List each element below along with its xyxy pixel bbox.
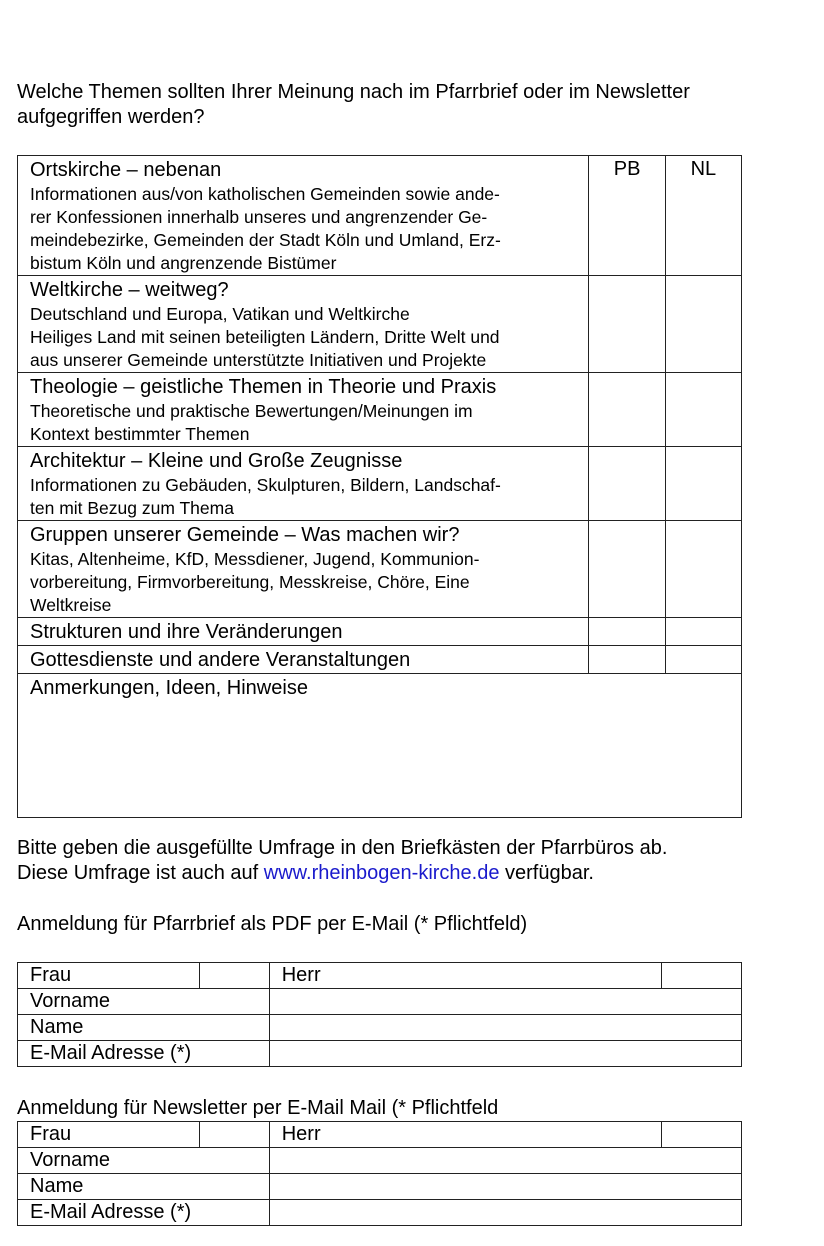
topic-row: [18, 521, 742, 618]
email-field[interactable]: [269, 1200, 741, 1226]
topic-title: Gruppen unserer Gemeinde – Was machen wir?: [30, 524, 460, 546]
availability-after: verfügbar.: [499, 862, 594, 884]
column-header-pb: PB: [589, 156, 665, 276]
name-field[interactable]: [269, 1174, 741, 1200]
name-label: Name: [18, 1015, 270, 1041]
nl-check-cell[interactable]: [665, 373, 741, 447]
herr-label: Herr: [269, 1122, 661, 1148]
return-instruction: Bitte geben die ausgefüllte Umfrage in den Briefkästen der Pfarrbüros ab.: [17, 837, 668, 859]
topic-description-line: Heiliges Land mit seinen beteiligten Ländern, Dritte Welt und: [30, 327, 500, 347]
topic-cell: [18, 646, 589, 674]
pb-check-cell[interactable]: [589, 276, 665, 373]
name-label: Name: [18, 1174, 270, 1200]
pb-check-cell[interactable]: [589, 447, 665, 521]
topic-cell: [18, 447, 589, 521]
nl-check-cell[interactable]: [665, 618, 741, 646]
topics-table: [17, 155, 742, 818]
topic-description-line: ten mit Bezug zum Thema: [30, 498, 234, 518]
topic-title: Architektur – Kleine und Große Zeugnisse: [30, 450, 403, 472]
pdf-signup-form: [17, 962, 742, 1067]
topic-row: [18, 618, 742, 646]
topic-cell: [18, 618, 589, 646]
email-label: E-Mail Adresse (*): [18, 1041, 270, 1067]
topic-row: [18, 646, 742, 674]
topic-title: Ortskirche – nebenan: [30, 159, 222, 181]
topic-row: [18, 156, 742, 276]
notes-label: Anmerkungen, Ideen, Hinweise: [30, 677, 308, 699]
topic-description-line: meindebezirke, Gemeinden der Stadt Köln und Umland, Erz-: [30, 230, 501, 250]
topic-description-line: vorbereitung, Firmvorbereitung, Messkreise, Chöre, Eine: [30, 572, 470, 592]
topic-cell: [18, 373, 589, 447]
topic-description-line: Weltkreise: [30, 595, 112, 615]
name-field[interactable]: [269, 1015, 741, 1041]
topic-title: Weltkirche – weitweg?: [30, 279, 229, 301]
topic-description-line: Theoretische und praktische Bewertungen/Meinungen im: [30, 401, 473, 421]
topic-description-line: Kontext bestimmter Themen: [30, 424, 250, 444]
frau-label: Frau: [18, 1122, 200, 1148]
topic-description-line: rer Konfessionen innerhalb unseres und angrenzender Ge-: [30, 207, 488, 227]
herr-label: Herr: [269, 963, 661, 989]
newsletter-signup-form: [17, 1121, 742, 1226]
vorname-field[interactable]: [269, 1148, 741, 1174]
topic-title: Strukturen und ihre Veränderungen: [30, 621, 343, 643]
herr-checkbox-cell[interactable]: [662, 963, 742, 989]
nl-check-cell[interactable]: [665, 646, 741, 674]
topic-description-line: bistum Köln und angrenzende Bistümer: [30, 253, 337, 273]
website-link[interactable]: www.rheinbogen-kirche.de: [263, 862, 500, 884]
nl-check-cell[interactable]: [665, 447, 741, 521]
topic-title: Theologie – geistliche Themen in Theorie und Praxis: [30, 376, 497, 398]
availability-note: [17, 861, 594, 886]
topic-row: [18, 447, 742, 521]
nl-check-cell[interactable]: [665, 521, 741, 618]
pb-check-cell[interactable]: [589, 521, 665, 618]
topic-row: [18, 373, 742, 447]
frau-checkbox-cell[interactable]: [199, 1122, 269, 1148]
topic-description-line: Deutschland und Europa, Vatikan und Weltkirche: [30, 304, 410, 324]
topic-description-line: aus unserer Gemeinde unterstützte Initiativen und Projekte: [30, 350, 487, 370]
pb-check-cell[interactable]: [589, 646, 665, 674]
column-header-nl: NL: [665, 156, 741, 276]
nl-check-cell[interactable]: [665, 276, 741, 373]
topic-description-line: Informationen zu Gebäuden, Skulpturen, Bildern, Landschaf-: [30, 475, 501, 495]
topic-description-line: Informationen aus/von katholischen Gemeinden sowie ande-: [30, 184, 500, 204]
pdf-signup-heading: Anmeldung für Pfarrbrief als PDF per E-Mail (* Pflichtfeld): [17, 913, 528, 935]
vorname-label: Vorname: [18, 989, 270, 1015]
topic-description-line: Kitas, Altenheime, KfD, Messdiener, Jugend, Kommunion-: [30, 549, 480, 569]
topic-cell: [18, 156, 589, 276]
topic-row: [18, 276, 742, 373]
notes-field[interactable]: [18, 674, 742, 818]
herr-checkbox-cell[interactable]: [662, 1122, 742, 1148]
vorname-label: Vorname: [18, 1148, 270, 1174]
topic-cell: [18, 276, 589, 373]
email-label: E-Mail Adresse (*): [18, 1200, 270, 1226]
topic-cell: [18, 521, 589, 618]
vorname-field[interactable]: [269, 989, 741, 1015]
email-field[interactable]: [269, 1041, 741, 1067]
availability-before: Diese Umfrage ist auch auf: [17, 862, 264, 884]
frau-checkbox-cell[interactable]: [199, 963, 269, 989]
notes-row: [18, 674, 742, 818]
frau-label: Frau: [18, 963, 200, 989]
topic-title: Gottesdienste und andere Veranstaltungen: [30, 649, 411, 671]
newsletter-signup-heading: Anmeldung für Newsletter per E-Mail Mail (* Pflichtfeld: [17, 1097, 499, 1119]
survey-question: Welche Themen sollten Ihrer Meinung nach im Pfarrbrief oder im Newsletter aufgegriffen werden?: [17, 81, 690, 128]
pb-check-cell[interactable]: [589, 618, 665, 646]
pb-check-cell[interactable]: [589, 373, 665, 447]
